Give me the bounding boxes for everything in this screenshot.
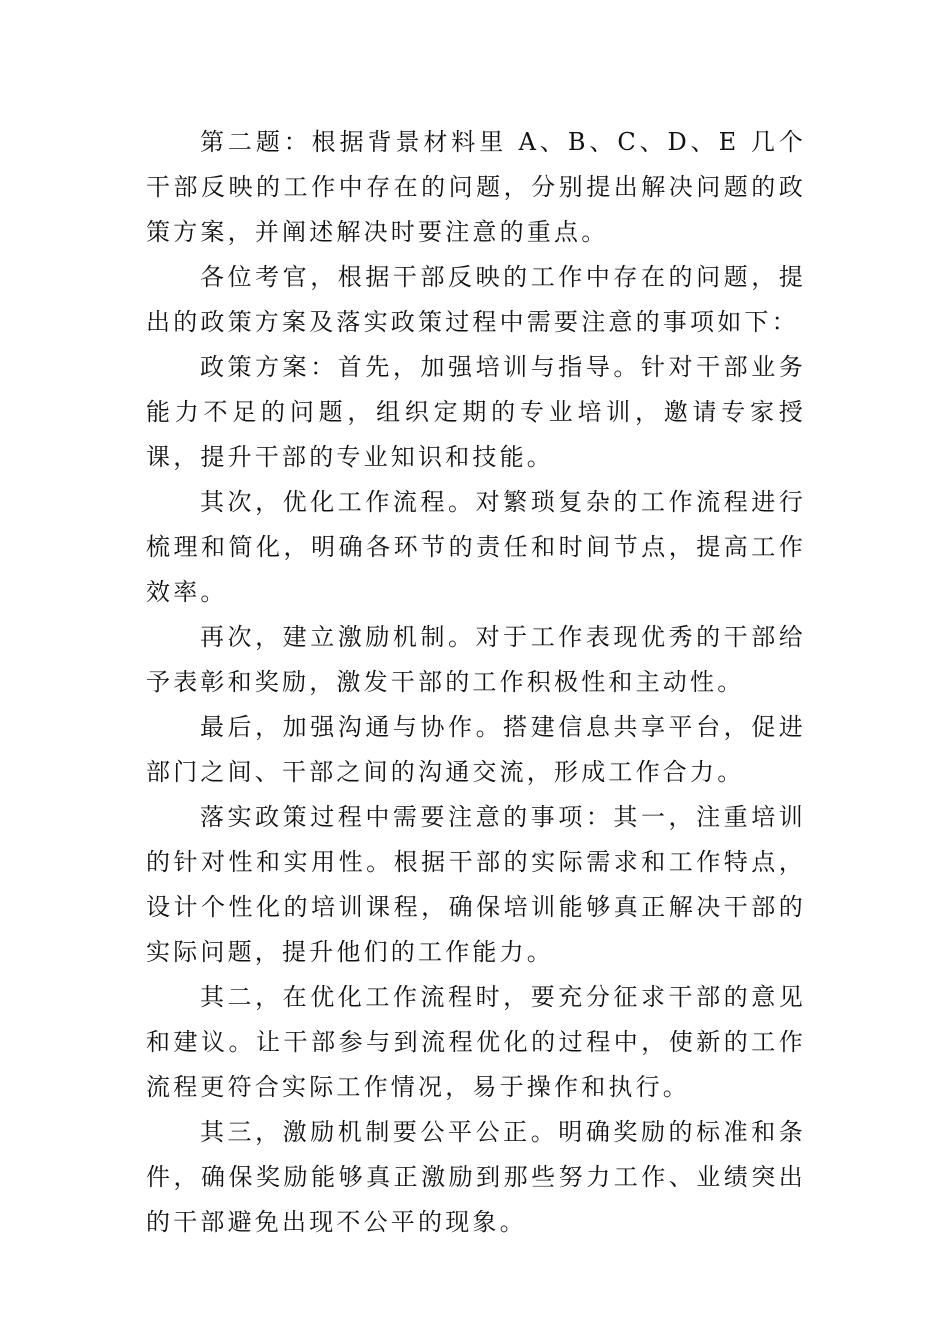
paragraph-intro: 各位考官，根据干部反映的工作中存在的问题，提出的政策方案及落实政策过程中需要注意的事项如下： [146,263,806,336]
paragraph-notes-two: 其二，在优化工作流程时，要充分征求干部的意见和建议。让干部参与到流程优化的过程中，使新的工作流程更符合实际工作情况，易于操作和执行。 [146,983,806,1101]
paragraph-policy-third: 再次，建立激励机制。对于工作表现优秀的干部给予表彰和奖励，激发干部的工作积极性和主动性。 [146,623,806,696]
document-body [146,120,806,1245]
paragraph-notes-three: 其三，激励机制要公平公正。明确奖励的标准和条件，确保奖励能够真正激励到那些努力工作、业绩突出的干部避免出现不公平的现象。 [146,1118,806,1236]
paragraph-policy-last: 最后，加强沟通与协作。搭建信息共享平台，促进部门之间、干部之间的沟通交流，形成工作合力。 [146,713,806,786]
paragraph-policy-second: 其次，优化工作流程。对繁琐复杂的工作流程进行梳理和简化，明确各环节的责任和时间节点，提高工作效率。 [146,488,806,606]
paragraph-notes-one: 落实政策过程中需要注意的事项：其一，注重培训的针对性和实用性。根据干部的实际需求和工作特点，设计个性化的培训课程，确保培训能够真正解决干部的实际问题，提升他们的工作能力。 [146,803,806,966]
paragraph-policy-first: 政策方案：首先，加强培训与指导。针对干部业务能力不足的问题，组织定期的专业培训，邀请专家授课，提升干部的专业知识和技能。 [146,353,806,471]
paragraph-question: 第二题：根据背景材料里 A、B、C、D、E 几个干部反映的工作中存在的问题，分别提出解决问题的政策方案，并阐述解决时要注意的重点。 [146,128,806,246]
